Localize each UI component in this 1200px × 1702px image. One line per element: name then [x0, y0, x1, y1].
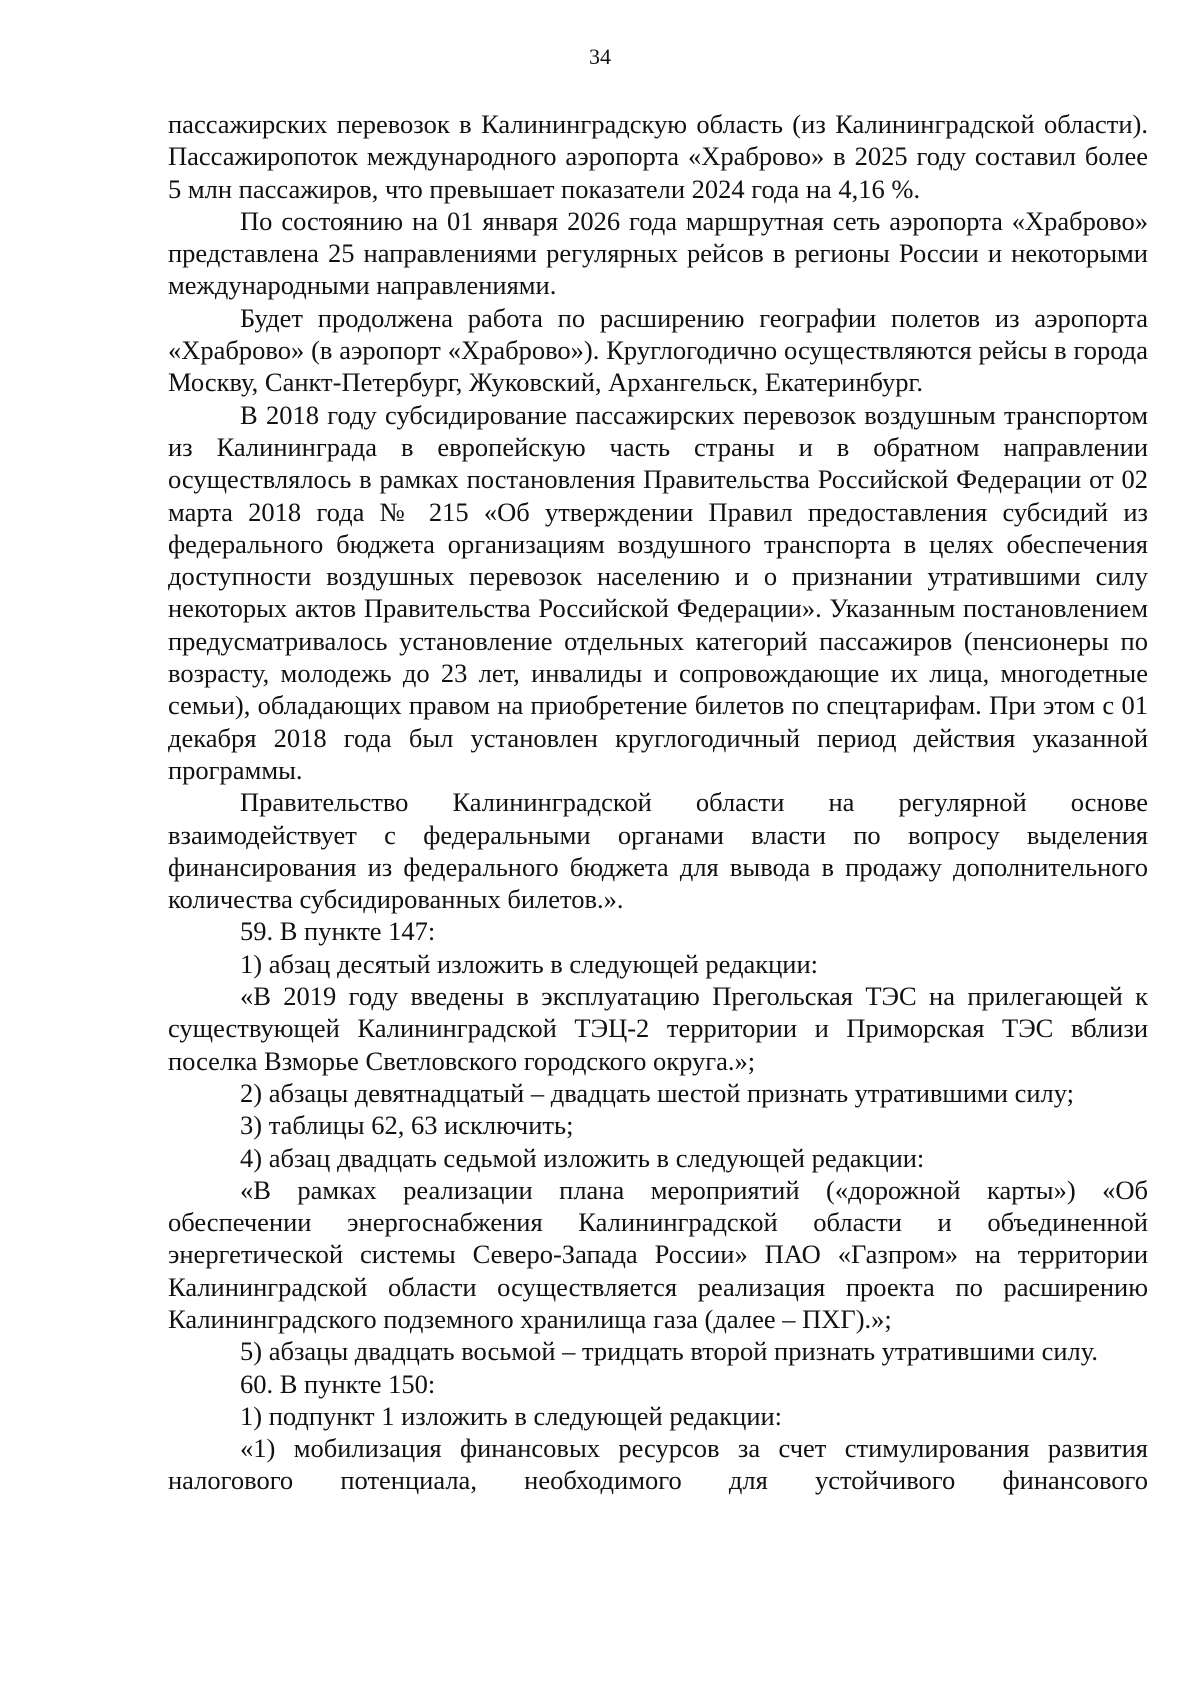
list-item: 59. В пункте 147:: [240, 916, 436, 947]
paragraph: «В 2019 году введены в эксплуатацию Прегольская ТЭС на прилегающей к существующей Калининградской ТЭЦ-2 территории и Приморская ТЭС вблизи поселка Взморье Светловского городского округа.»;: [168, 981, 1148, 1076]
list-item: 5) абзацы двадцать восьмой – тридцать второй признать утратившими силу.: [240, 1336, 1098, 1367]
page-number: 34: [589, 44, 611, 69]
paragraph: По состоянию на 01 января 2026 года маршрутная сеть аэропорта «Храброво» представлена 25 направлениями регулярных рейсов в регионы России и некоторыми международными направлениями.: [168, 205, 1148, 301]
list-item: 60. В пункте 150:: [240, 1368, 436, 1399]
paragraph: В 2018 году субсидирование пассажирских перевозок воздушным транспортом из Калининграда в европейскую часть страны и в обратном направлении осуществлялось в рамках постановления Правительства Российской Федерации от 02 марта 2018 года № 215 «Об утверждении Правил предоставления субсидий из федерального бюджета организациям воздушного транспорта в целях обеспечения доступности воздушных перевозок населению и о признании утратившими силу некоторых актов Правительства Российской Федерации». Указанным постановлением предусматривалось установление отдельных категорий пассажиров (пенсионеры по возрасту, молодежь до 23 лет, инвалиды и сопровождающие их лица, многодетные семьи), обладающих правом на приобретение билетов по спецтарифам. При этом с 01 декабря 2018 года был установлен круглогодичный период действия указанной программы.: [168, 399, 1148, 785]
paragraph: Будет продолжена работа по расширению географии полетов из аэропорта «Храброво» (в аэропорт «Храброво»). Круглогодично осуществляются рейсы в города Москву, Санкт-Петербург, Жуковский, Архангельск, Екатеринбург.: [168, 302, 1148, 398]
paragraph: Правительство Калининградской области на регулярной основе взаимодействует с федеральными органами власти по вопросу выделения финансирования из федерального бюджета для вывода в продажу дополнительного количества субсидированных билетов.».: [168, 787, 1148, 915]
list-item: 2) абзацы девятнадцатый – двадцать шестой признать утратившими силу;: [240, 1077, 1075, 1108]
list-item: 4) абзац двадцать седьмой изложить в следующей редакции:: [240, 1142, 925, 1173]
paragraph: «В рамках реализации плана мероприятий («дорожной карты») «Об обеспечении энергоснабжения Калининградской области и объединенной энергетической системы Северо-Запада России» ПАО «Газпром» на территории Калининградской области осуществляется реализация проекта по расширению Калининградского подземного хранилища газа (далее – ПХГ).»;: [168, 1174, 1148, 1334]
paragraph: «1) мобилизация финансовых ресурсов за счет стимулирования развития налогового потенциала, необходимого для устойчивого финансового: [168, 1433, 1148, 1496]
list-item: 3) таблицы 62, 63 исключить;: [240, 1110, 574, 1141]
document-body: [168, 108, 1148, 1497]
list-item: 1) подпункт 1 изложить в следующей редакции:: [240, 1400, 783, 1431]
paragraph: пассажирских перевозок в Калининградскую область (из Калининградской области). Пассажиропоток международного аэропорта «Храброво» в 2025 году составил более 5 млн пассажиров, что превышает показатели 2024 года на 4,16 %.: [168, 109, 1148, 204]
list-item: 1) абзац десятый изложить в следующей редакции:: [240, 948, 819, 979]
